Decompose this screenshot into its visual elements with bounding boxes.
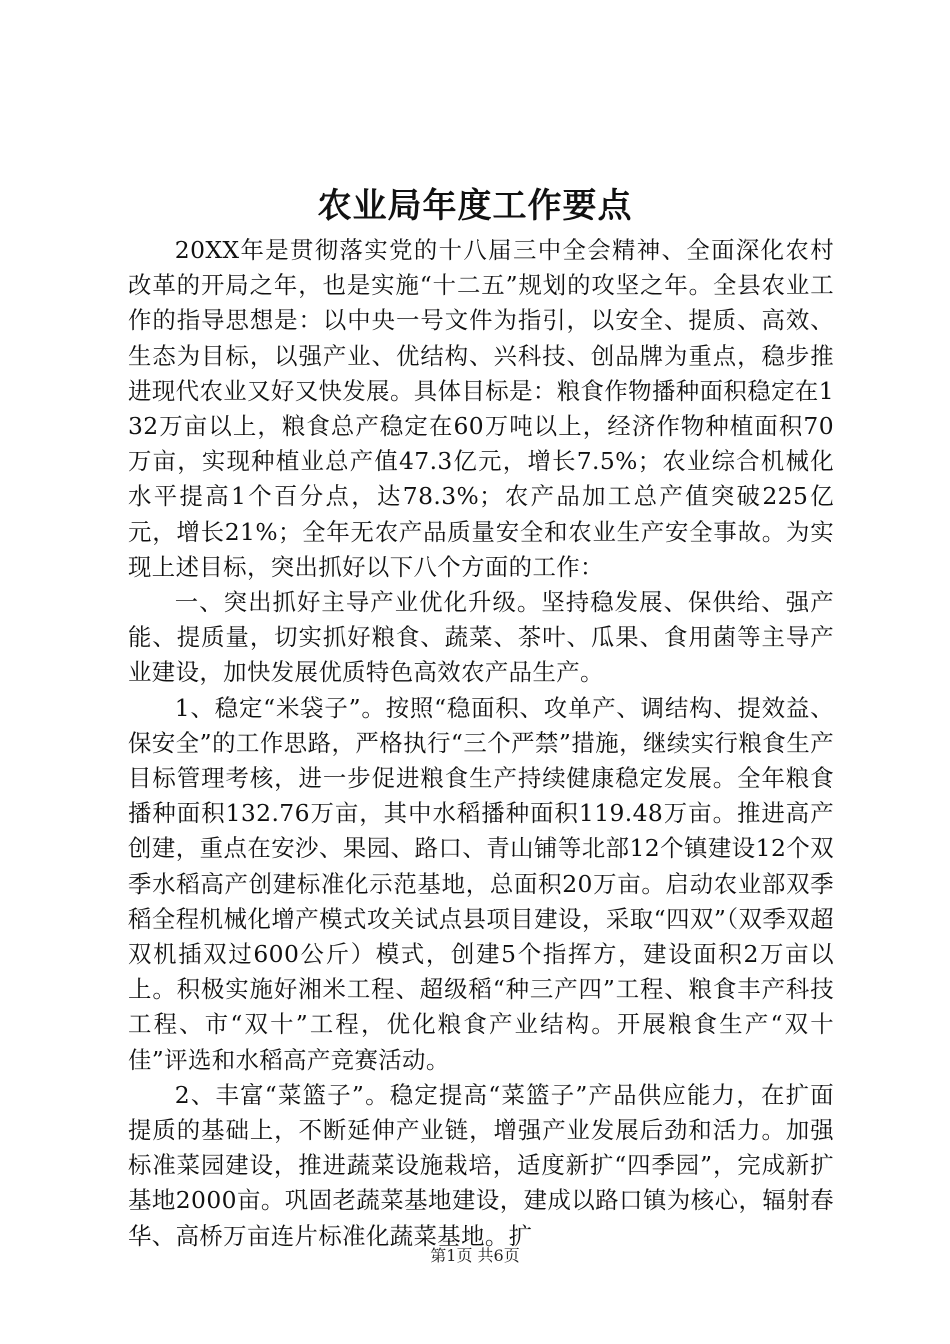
paragraph-intro: 20XX年是贯彻落实党的十八届三中全会精神、全面深化农村改革的开局之年，也是实施“十二五”规划的攻坚之年。全县农业工作的指导思想是：以中央一号文件为指引，以安全、提质、高效、生态为目标，以强产业、优结构、兴科技、创品牌为重点，稳步推进现代农业又好又快发展。具体目标是：粮食作物播种面积稳定在132万亩以上，粮食总产稳定在60万吨以上，经济作物种植面积70万亩，实现种植业总产值47.3亿元，增长7.5%；农业综合机械化水平提高1个百分点，达78.3%；农产品加工总产值突破225亿元，增长21%；全年无农产品质量安全和农业生产安全事故。为实现上述目标，突出抓好以下八个方面的工作： bbox=[128, 236, 834, 581]
paragraph-section-1: 一、突出抓好主导产业优化升级。坚持稳发展、保供给、强产能、提质量，切实抓好粮食、蔬菜、茶叶、瓜果、食用菌等主导产业建设，加快发展优质特色高效农产品生产。 bbox=[128, 588, 834, 687]
paragraph-item-1: 1、稳定“米袋子”。按照“稳面积、攻单产、调结构、提效益、保安全”的工作思路，严格执行“三个严禁”措施，继续实行粮食生产目标管理考核，进一步促进粮食生产持续健康稳定发展。全年粮食播种面积132.76万亩，其中水稻播种面积119.48万亩。推进高产创建，重点在安沙、果园、路口、青山铺等北部12个镇建设12个双季水稻高产创建标准化示范基地，总面积20万亩。启动农业部双季稻全程机械化增产模式攻关试点县项目建设，采取“四双”（双季双超双机插双过600公斤）模式，创建5个指挥方，建设面积2万亩以上。积极实施好湘米工程、超级稻“种三产四”工程、粮食丰产科技工程、市“双十”工程，优化粮食产业结构。开展粮食生产“双十佳”评选和水稻高产竞赛活动。 bbox=[128, 693, 834, 1074]
document-body bbox=[128, 233, 834, 1254]
page-number-footer: 第1页 共6页 bbox=[430, 1246, 520, 1265]
paragraph-item-2: 2、丰富“菜篮子”。稳定提高“菜篮子”产品供应能力，在扩面提质的基础上，不断延伸产业链，增强产业发展后劲和活力。加强标准菜园建设，推进蔬菜设施栽培，适度新扩“四季园”，完成新扩基地2000亩。巩固老蔬菜基地建设，建成以路口镇为核心，辐射春华、高桥万亩连片标准化蔬菜基地。扩 bbox=[128, 1080, 834, 1250]
document-title: 农业局年度工作要点 bbox=[317, 186, 633, 226]
